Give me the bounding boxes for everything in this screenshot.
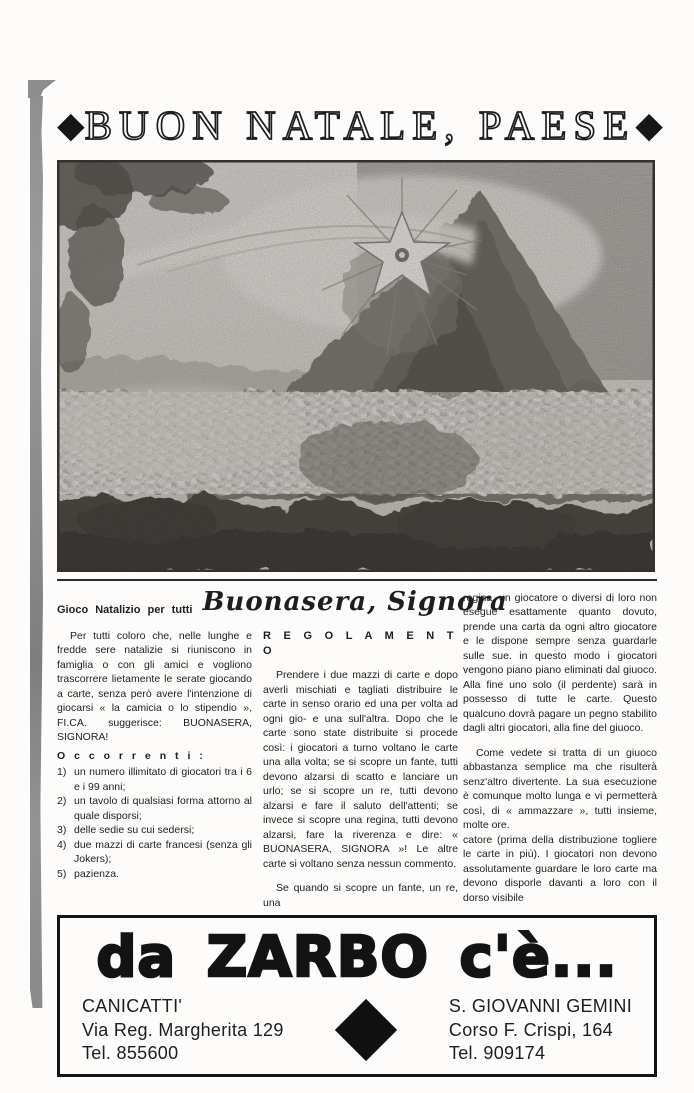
list-item-number: 1) — [57, 766, 67, 779]
ad-phone: Tel. 909174 — [448, 1043, 546, 1064]
list-item-number: 3) — [57, 824, 67, 837]
article-column-3 — [463, 591, 657, 905]
article-header — [57, 587, 508, 621]
ad-headline: da ZARBO c'è... — [96, 924, 618, 990]
ad-addresses — [74, 995, 640, 1066]
zarbo-advertisement — [57, 915, 657, 1077]
scan-torn-edge-top — [28, 80, 56, 98]
scan-torn-edge-strip — [30, 96, 43, 1008]
ad-city: CANICATTI' — [82, 995, 183, 1016]
list-item-number: 5) — [57, 867, 67, 880]
list-item-number: 4) — [57, 838, 67, 851]
diamond-icon: ◆ — [57, 104, 85, 145]
diamond-icon: ◆ — [635, 104, 663, 145]
list-item — [57, 765, 252, 794]
rules-paragraph: Se quando si scopre un fante, un re, una — [263, 882, 458, 909]
list-item — [57, 838, 252, 867]
list-item — [57, 823, 252, 837]
page-title-row — [57, 100, 663, 150]
article-columns — [57, 629, 459, 910]
ad-phone: Tel. 855600 — [82, 1043, 179, 1064]
list-item-text: due mazzi di carte francesi (senza gli Jokers); — [74, 838, 252, 866]
ad-street: Via Reg. Margherita 129 — [82, 1019, 284, 1040]
ad-street: Corso F. Crispi, 164 — [448, 1019, 613, 1040]
list-item-text: delle sedie su cui sedersi; — [74, 824, 195, 837]
intro-paragraph: Per tutti coloro che, nelle lunghe e fredde sere natalizie si riuniscono in famiglia o con gli amici e vogliono trascorrere lietamente le serate giocando a carte, senza però avere l'intenzione di giocarsi « la camicia o lo stipendio », FI.CA. suggerisce: BUONASERA, SIGNORA! — [57, 630, 252, 744]
article-kicker: Gioco Natalizio per tutti — [57, 603, 193, 616]
list-item-text: pazienza. — [74, 867, 119, 880]
ad-city: S. GIOVANNI GEMINI — [448, 995, 632, 1016]
diamond-icon — [335, 999, 397, 1061]
town-christmas-photo — [57, 160, 655, 572]
magazine-page — [57, 0, 663, 1077]
article-column-1 — [57, 629, 252, 910]
game-article — [57, 589, 657, 910]
page-title: BUON NATALE, PAESE — [84, 102, 636, 148]
list-item — [57, 794, 252, 823]
ad-headline-row — [74, 920, 640, 995]
continuation-paragraph: regina, un giocatore o diversi di loro non esegue esattamente quanto dovuto, prende una carta da ogni altro giocatore e le dispone sempre senza guardarle sulle sue. in questo modo i giocatori vengono piano piano eliminati dal giuoco. Alla fine uno solo (il perdente) sarà in possesso di tutte le carte. Questo qualcuno dovrà pagare un pegno stabilito dagli altri giocatori, alla fine del giuoco. — [463, 592, 657, 735]
list-item-text: un tavolo di qualsiasi forma attorno al quale disporsi; — [74, 795, 252, 822]
ad-address-right — [449, 995, 632, 1066]
closing-paragraph: Come vedete si tratta di un giuoco abbastanza semplice ma che risulterà senz'altro divertente. La sua esecuzione è comunque molto lunga e vi permetterà così, di « ammazzare », tutti insieme, molte ore. — [463, 746, 657, 832]
misplaced-paragraph: catore (prima della distribuzione togliere le carte in più). I giocatori non devono assolutamente guardare le loro carte ma devono disporle davanti a loro con il dorso visibile — [463, 833, 657, 904]
article-column-2 — [263, 629, 458, 910]
requirements-heading: O c c o r r e n t i : — [57, 749, 206, 762]
list-item-text: un numero illimitato di giocatori tra i 6 e i 99 anni; — [74, 766, 252, 793]
list-item — [57, 867, 252, 881]
rules-paragraph: Prendere i due mazzi di carte e dopo averli mischiati e tagliati distribuire le carte in senso orario ed una per volta ad ogni gio- e una sull'altra. Dopo che le carte sono state distribuite si procede così: i giocatori a turno voltano le carte una alla volta; se si scopre un fante, tutti devono alzarsi di scatto e lanciare un urlo; se si scopre un re, tutti devono alzarsi e fare il saluto dell'attenti; se invece si scopre una regina, tutti devono alzarsi, fare la riverenza e dire: « BUONASERA, SIGNORA »! Le altre carte si voltano senza nessun commento. — [263, 669, 458, 870]
section-divider-rule — [57, 579, 657, 581]
ad-address-left — [82, 995, 284, 1066]
list-item-number: 2) — [57, 795, 67, 808]
article-title: Buonasera, Signora — [202, 587, 508, 618]
rules-heading: R E G O L A M E N T O — [263, 630, 458, 658]
